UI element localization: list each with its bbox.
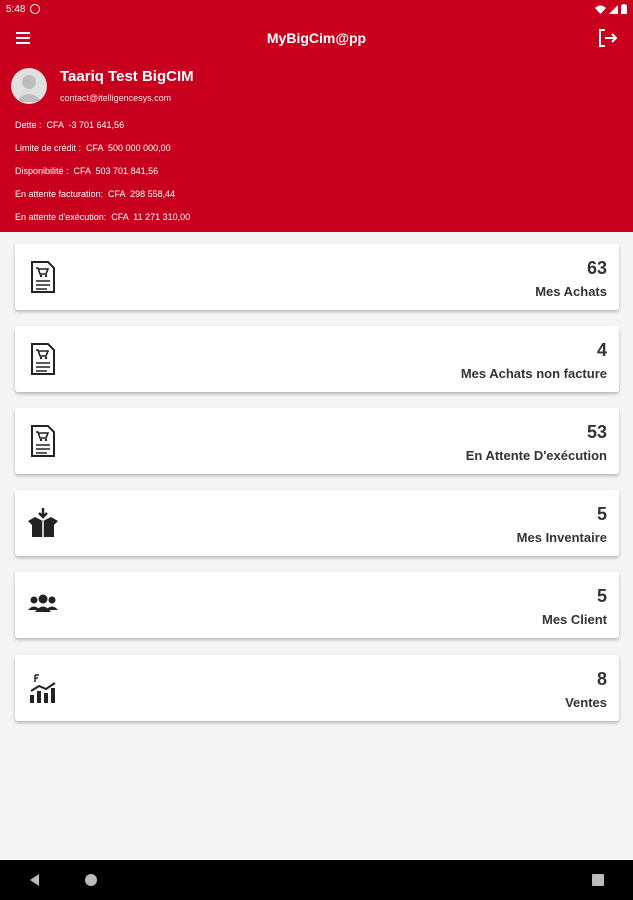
card-count: 8 bbox=[596, 669, 607, 689]
card-label: Mes Inventaire bbox=[516, 530, 607, 545]
card-mes-achats[interactable] bbox=[15, 244, 619, 310]
document-cart-icon bbox=[27, 342, 59, 376]
disponibilite-line: Disponibilité : CFA 503 701 841,56 bbox=[15, 166, 159, 176]
app-title: MyBigCim@pp bbox=[266, 30, 367, 46]
recent-apps-icon[interactable] bbox=[592, 874, 604, 886]
attente-execution-line: En attente d'exécution: CFA 11 271 310,00 bbox=[15, 212, 191, 222]
card-label: Mes Achats non facture bbox=[460, 366, 607, 381]
avatar bbox=[11, 68, 47, 104]
card-en-attente-execution[interactable] bbox=[15, 408, 619, 474]
card-mes-inventaire[interactable] bbox=[15, 490, 619, 556]
card-count: 63 bbox=[586, 258, 607, 278]
user-email: contact@itelligencesys.com bbox=[60, 93, 172, 103]
notification-icon bbox=[30, 4, 40, 14]
attente-facturation-line: En attente facturation: CFA 298 558,44 bbox=[15, 189, 176, 199]
document-cart-icon bbox=[27, 260, 59, 294]
card-count: 53 bbox=[586, 422, 607, 442]
status-bar bbox=[0, 0, 633, 18]
people-icon bbox=[27, 588, 59, 622]
card-label: En Attente D'exécution bbox=[465, 448, 607, 463]
sales-chart-icon bbox=[27, 671, 59, 705]
battery-icon bbox=[621, 4, 627, 14]
system-nav-bar bbox=[0, 860, 633, 900]
card-count: 5 bbox=[596, 586, 607, 606]
card-label: Ventes bbox=[565, 695, 607, 710]
logout-icon[interactable] bbox=[597, 28, 619, 48]
card-count: 4 bbox=[596, 340, 607, 360]
card-mes-client[interactable] bbox=[15, 572, 619, 638]
signal-icon bbox=[609, 5, 618, 14]
card-label: Mes Client bbox=[541, 612, 607, 627]
box-download-icon bbox=[27, 506, 59, 540]
home-icon[interactable] bbox=[85, 874, 97, 886]
wifi-icon bbox=[595, 5, 606, 14]
profile-header bbox=[0, 58, 633, 232]
card-label: Mes Achats bbox=[535, 284, 607, 299]
card-count: 5 bbox=[596, 504, 607, 524]
menu-icon[interactable] bbox=[16, 29, 36, 47]
app-bar bbox=[0, 18, 633, 58]
status-time: 5:48 bbox=[6, 3, 26, 15]
back-icon[interactable] bbox=[28, 873, 42, 887]
user-icon bbox=[11, 68, 47, 104]
card-ventes[interactable] bbox=[15, 655, 619, 721]
dette-line: Dette : CFA -3 701 641,56 bbox=[15, 120, 125, 130]
user-name: Taariq Test BigCIM bbox=[60, 68, 194, 85]
limite-credit-line: Limite de crédit : CFA 500 000 000,00 bbox=[15, 143, 171, 153]
document-cart-icon bbox=[27, 424, 59, 458]
card-mes-achats-non-facture[interactable] bbox=[15, 326, 619, 392]
